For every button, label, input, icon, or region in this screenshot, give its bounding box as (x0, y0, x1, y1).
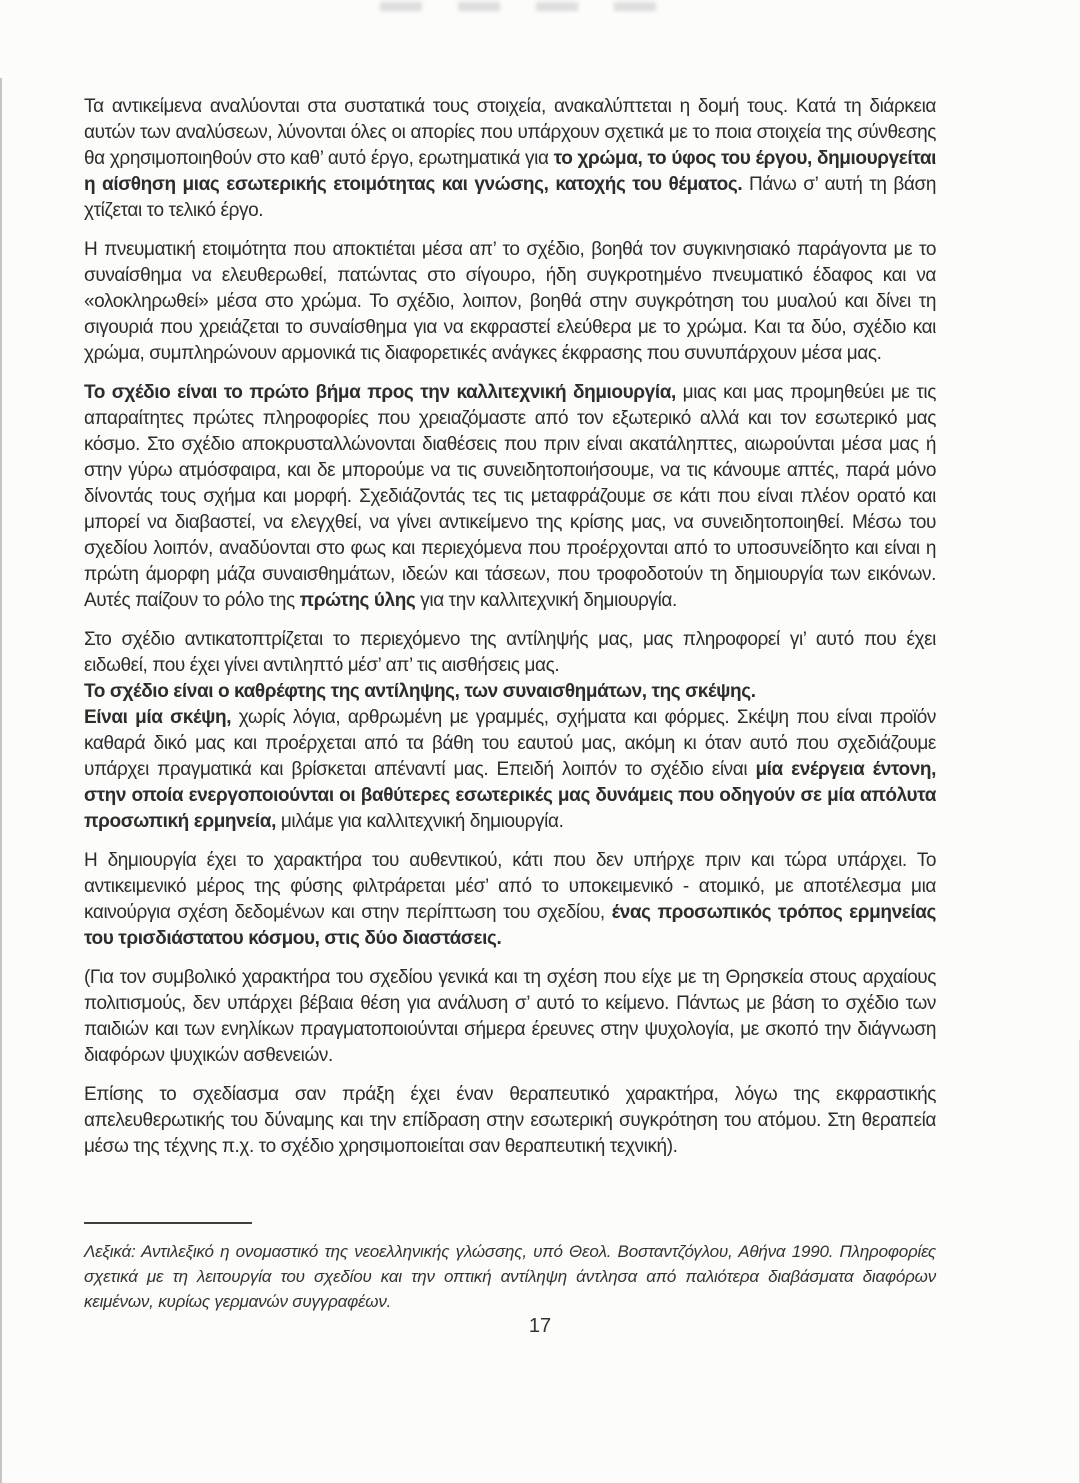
bold-text-run: Το σχέδιο είναι το πρώτο βήμα προς την καλλιτεχνική δημιουργία, (84, 382, 676, 403)
text-run: Η πνευματική ετοιμότητα που αποκτιέται μέσα απ’ το σχέδιο, βοηθά τον συγκινησιακό παράγοντα με το συναίσθημα να ελευθερωθεί, πατώντας στο σίγουρο, ήδη συγκροτημένο πνευματικό έδαφος και να «ολοκληρωθεί» μέσα στο χρώμα. Το σχέδιο, λοιπον, βοηθά στην συγκρότηση του μυαλού και δίνει τη σιγουριά που χρειάζεται το συναίσθημα για να εκφραστεί ελεύθερα με το χρώμα. Και τα δύο, σχέδιο και χρώμα, συμπληρώνουν αρμονικά τις διαφορετικές ανάγκες έκφρασης που συνυπάρχουν μέσα μας. (84, 239, 936, 364)
text-run: Στο σχέδιο αντικατοπτρίζεται το περιεχόμενο της αντίληψής μας, μας πληροφορεί γι’ αυτό που έχει ειδωθεί, που έχει γίνει αντιληπτό μέσ’ απ’ τις αισθήσεις μας. (84, 629, 936, 676)
text-run: μιλάμε για καλλιτεχνική δημιουργία. (275, 811, 564, 832)
bold-text-run: ένας προσωπικός τρόπος ερμηνείας του τρισδιάστατου κόσμου, στις δύο διαστάσεις. (84, 902, 936, 949)
bold-text-run: Είναι μία σκέψη, (84, 707, 232, 728)
paragraph (84, 848, 936, 952)
text-run: Πάνω σ’ αυτή τη βάση χτίζεται το τελικό έργο. (84, 174, 936, 221)
text-run: χωρίς λόγια, αρθρωμένη με γραμμές, σχήματα και φόρμες. Σκέψη που είναι προϊόν καθαρά δικό μας και προέρχεται από τα βάθη του εαυτού μας, ακόμη κι όταν αυτό που σχεδιάζουμε υπάρχει πραγματικά και βρίσκεται απέναντί μας. Επειδή λοιπόν το σχέδιο είναι (84, 707, 936, 780)
scan-edge-left (0, 78, 2, 1483)
bold-text-run: μία ενέργεια έντονη, στην οποία ενεργοποιούνται οι βαθύτερες εσωτερικές μας δυνάμεις που οδηγούν σε μία απόλυτα προσωπική ερμηνεία, (84, 759, 936, 832)
footnote-text: Λεξικά: Αντιλεξικό η ονομαστικό της νεοελληνικής γλώσσης, υπό Θεολ. Βοσταντζόγλου, Αθήνα 1990. Πληροφορίες σχετικά με τη λειτουργία του σχεδίου και την οπτική αντίληψη άντλησα από παλιότερα διαβάσματα διαφόρων κειμένων, κυρίως γερμανών συγγραφέων. (84, 1242, 936, 1311)
paragraph (84, 627, 936, 679)
text-run: για την καλλιτεχνική δημιουργία. (415, 590, 677, 611)
bold-text-run: Το σχέδιο είναι ο καθρέφτης της αντίληψης, των συναισθημάτων, της σκέψης. (84, 681, 756, 702)
paragraph (84, 94, 936, 224)
page-number: 17 (528, 1315, 552, 1337)
text-run: Επίσης το σχεδίασμα σαν πράξη έχει έναν θεραπευτικό χαρακτήρα, λόγω της εκφραστικής απελευθερωτικής του δύναμης και την επίδραση στην εσωτερική συγκρότηση του ατόμου. Στη θεραπεία μέσω της τέχνης π.χ. το σχέδιο χρησιμοποιείται σαν θεραπευτική τεχνική). (84, 1084, 936, 1157)
bold-text-run: πρώτης ύλης (299, 590, 416, 611)
footnote-rule (84, 1222, 252, 1224)
paragraph (84, 679, 936, 705)
paragraph (84, 965, 936, 1069)
text-run: Τα αντικείμενα αναλύονται στα συστατικά τους στοιχεία, ανακαλύπτεται η δομή τους. Κατά τη διάρκεια αυτών των αναλύσεων, λύνονται όλες οι απορίες που υπάρχουν σχετικά με το ποια στοιχεία της σύνθεσης θα χρησιμοποιηθούν στο καθ’ αυτό έργο, ερωτηματικά για (84, 96, 936, 169)
text-block (84, 94, 936, 1160)
text-run: Η δημιουργία έχει το χαρακτήρα του αυθεντικού, κάτι που δεν υπήρχε πριν και τώρα υπάρχει. Το αντικειμενικό μέρος της φύσης φιλτράρεται μέσ’ από το υποκειμενικό - ατομικό, με αποτέλεσμα μια καινούργια σχέση δεδομένων και στην περίπτωση του σχεδίου, (84, 850, 936, 923)
paragraph (84, 237, 936, 367)
scan-artifact-top (380, 2, 680, 11)
text-run: μιας και μας προμηθεύει με τις απαραίτητες πρώτες πληροφορίες που χρειαζόμαστε από τον εξωτερικό αλλά και τον εσωτερικό μας κόσμο. Στο σχέδιο αποκρυσταλλώνονται διαθέσεις που πριν είναι ακατάληπτες, αιωρούνται μέσα μας ή στην γύρω ατμόσφαιρα, και δε μπορούμε να τις συνειδητοποιήσουμε, να τις κάνουμε απτές, παρά μόνο δίνοντάς τους σχήμα και μορφή. Σχεδιάζοντάς τες τις μεταφράζουμε σε κάτι που είναι πλέον ορατό και μπορεί να διαβαστεί, να ελεγχθεί, να γίνει αντικείμενο της κρίσης μας, να συνειδητοποιηθεί. Μέσω του σχεδίου λοιπόν, αναδύονται στο φως και περιεχόμενα που προέρχονται από το υποσυνείδητο και είναι η πρώτη άμορφη μάζα συναισθημάτων, ιδεών και τάσεων, που τροφοδοτούν τη δημιουργία των εικόνων. Αυτές παίζουν το ρόλο της (84, 382, 936, 611)
bold-text-run: το χρώμα, το ύφος του έργου, δημιουργείται η αίσθηση μιας εσωτερικής ετοιμότητας και γνώσης, κατοχής του θέματος. (84, 148, 937, 195)
paragraph (84, 380, 936, 614)
text-run: (Για τον συμβολικό χαρακτήρα του σχεδίου γενικά και τη σχέση που είχε με τη Θρησκεία στους αρχαίους πολιτισμούς, δεν υπάρχει βέβαια θέση για ανάλυση σ’ αυτό το κείμενο. Πάντως με βάση το σχέδιο των παιδιών και των ενηλίκων πραγματοποιούνται σήμερα έρευνες στην ψυχολογία, με σκοπό την διάγνωση διαφόρων ψυχικών ασθενειών. (84, 967, 936, 1066)
paragraph (84, 705, 936, 835)
paragraph (84, 1082, 936, 1160)
footnote-area (84, 1222, 936, 1314)
